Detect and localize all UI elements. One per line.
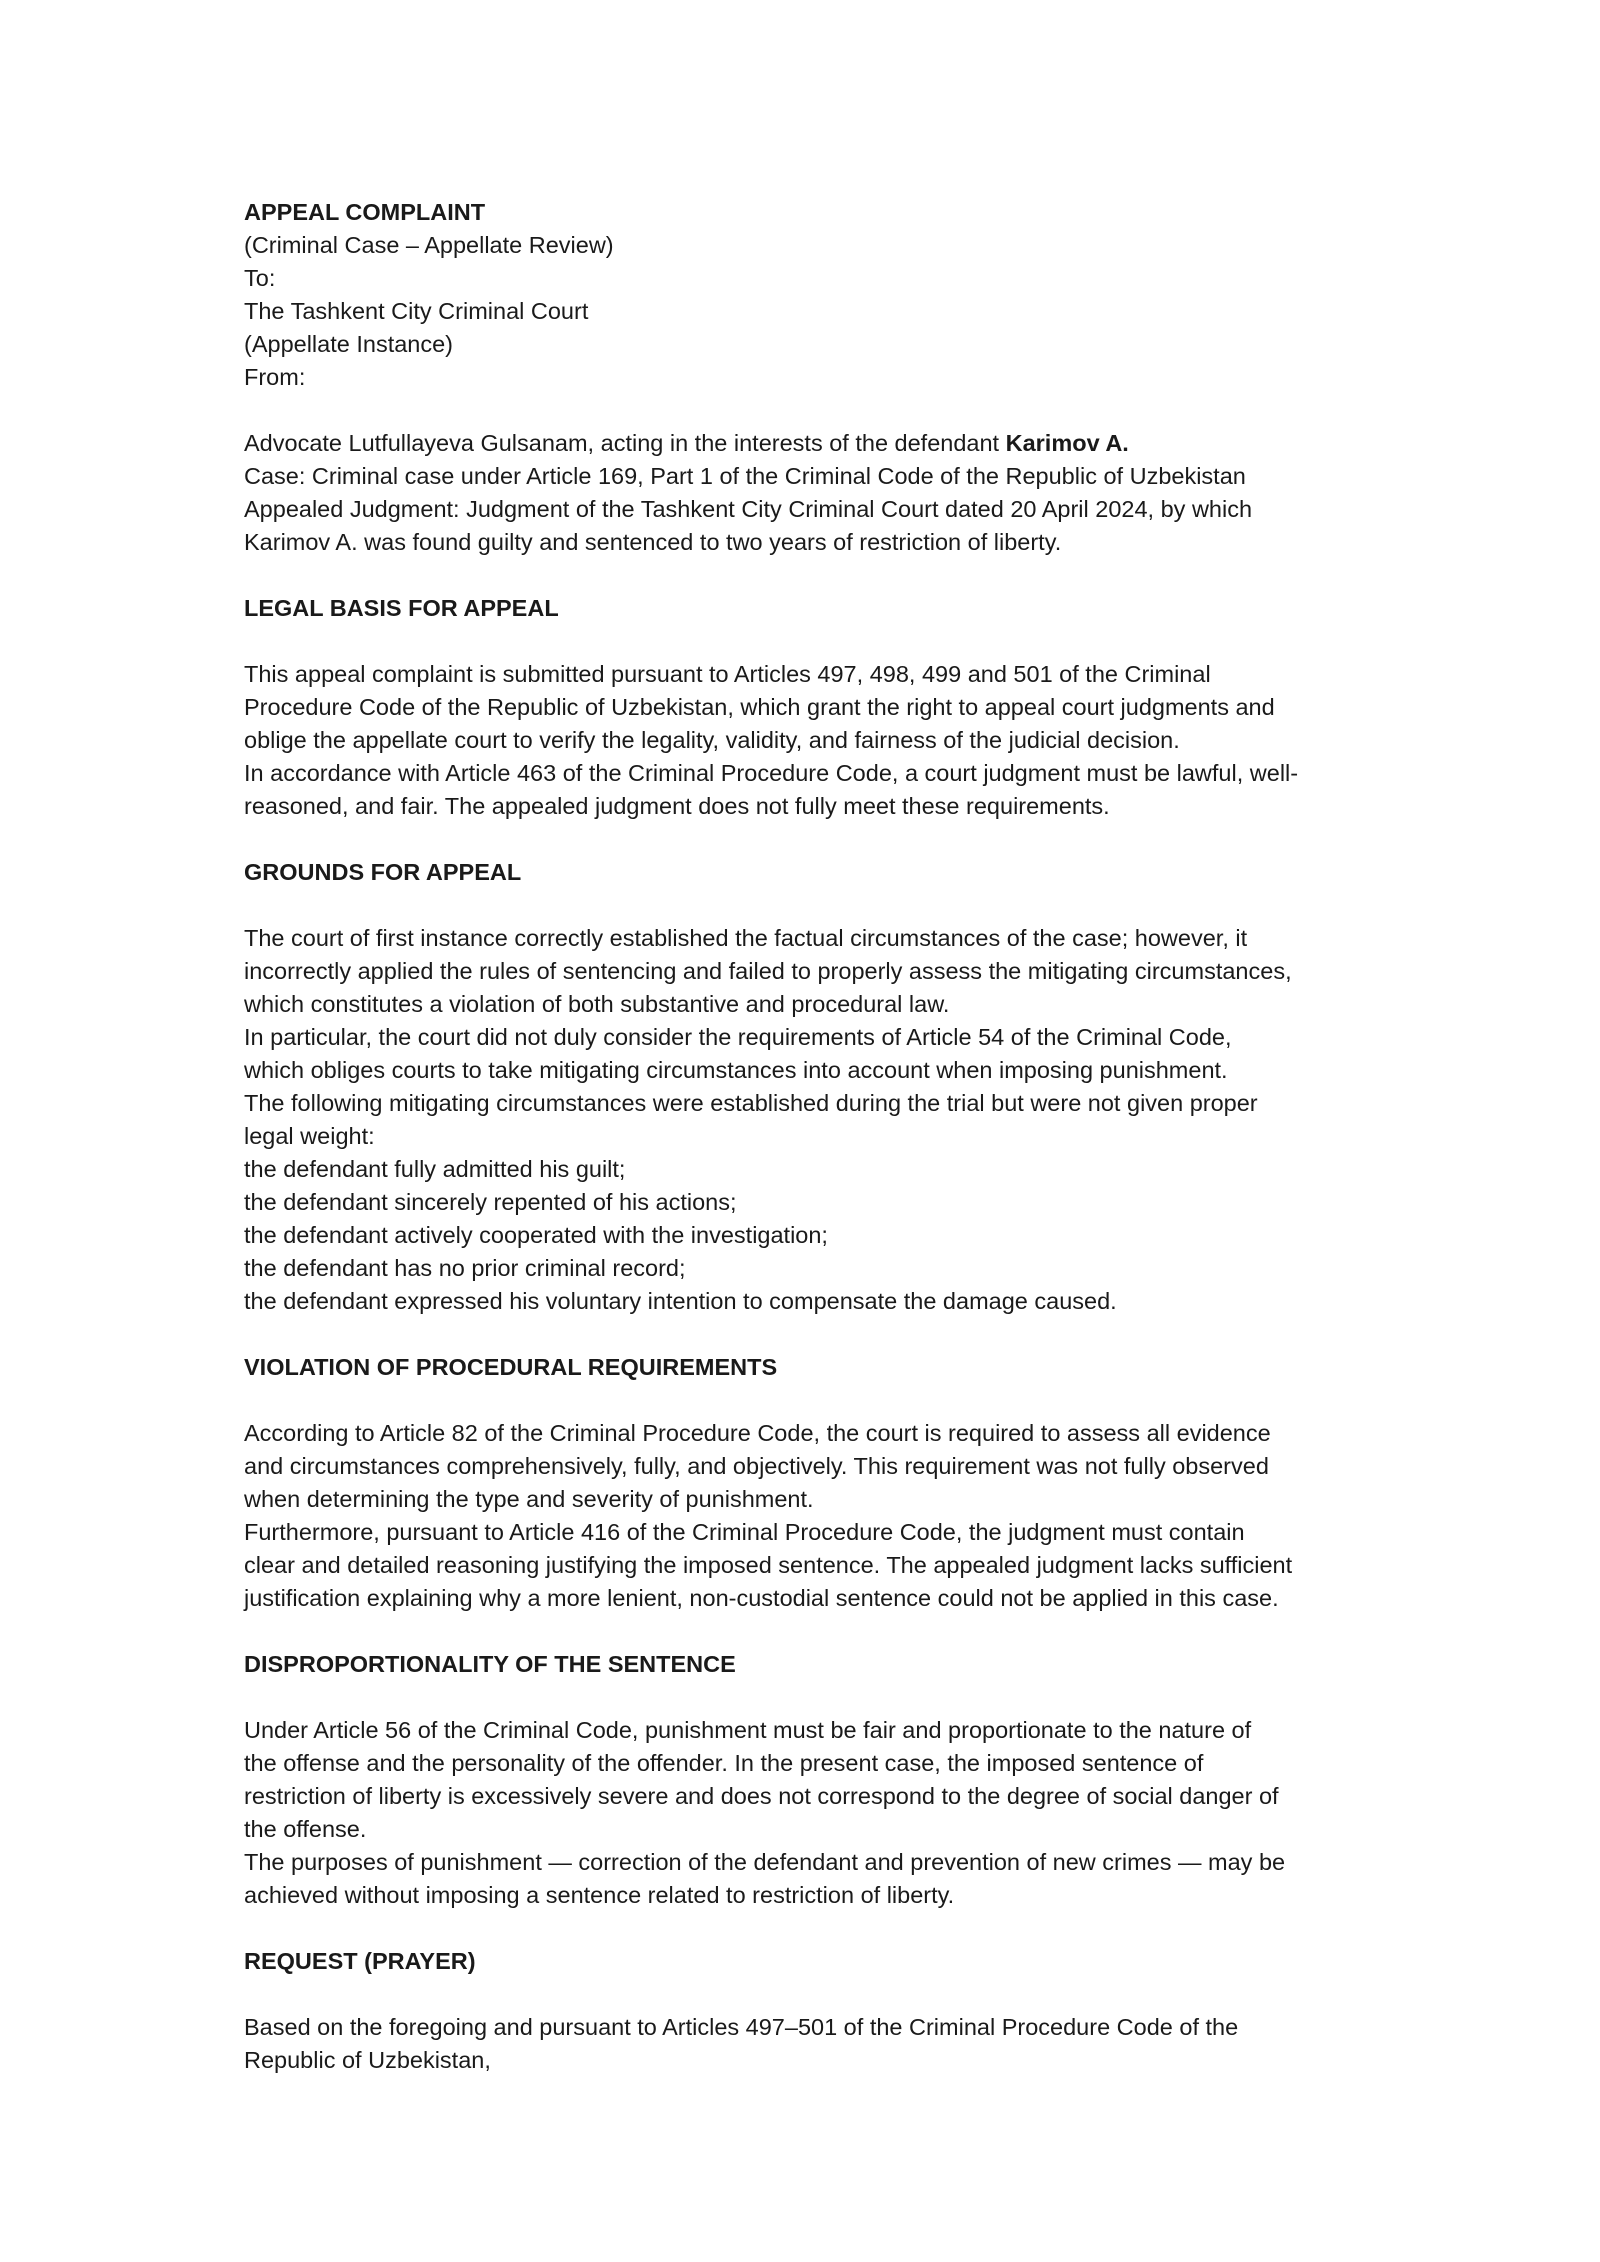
body-line: This appeal complaint is submitted pursuant to Articles 497, 498, 499 and 501 of the Criminal [244, 661, 1211, 687]
from-label: From: [244, 364, 306, 390]
spacer [244, 1681, 1374, 1714]
body-line: The purposes of punishment — correction of the defendant and prevention of new crimes — may be [244, 1849, 1286, 1875]
judgment-line: Appealed Judgment: Judgment of the Tashkent City Criminal Court dated 20 April 2024, by which [244, 496, 1253, 522]
advocate-text: Advocate Lutfullayeva Gulsanam, acting in the interests of the defendant [244, 430, 1006, 456]
document-page [244, 196, 1374, 2077]
court-name: The Tashkent City Criminal Court [244, 298, 589, 324]
section-body-procedural [244, 1417, 1374, 1615]
spacer [244, 394, 1374, 427]
body-line: and circumstances comprehensively, fully, and objectively. This requirement was not fully observed [244, 1453, 1269, 1479]
body-line: oblige the appellate court to verify the legality, validity, and fairness of the judicial decision. [244, 727, 1180, 753]
body-line: the offense. [244, 1816, 367, 1842]
body-line: clear and detailed reasoning justifying the imposed sentence. The appealed judgment lacks sufficient [244, 1552, 1293, 1578]
section-heading-legal-basis: LEGAL BASIS FOR APPEAL [244, 595, 559, 621]
spacer [244, 1318, 1374, 1351]
spacer [244, 1615, 1374, 1648]
spacer [244, 625, 1374, 658]
spacer [244, 1384, 1374, 1417]
body-line: the offense and the personality of the offender. In the present case, the imposed sentence of [244, 1750, 1204, 1776]
mitigating-item: the defendant expressed his voluntary intention to compensate the damage caused. [244, 1288, 1117, 1314]
body-line: According to Article 82 of the Criminal Procedure Code, the court is required to assess all evidence [244, 1420, 1271, 1446]
spacer [244, 889, 1374, 922]
spacer [244, 823, 1374, 856]
body-line: which constitutes a violation of both substantive and procedural law. [244, 991, 950, 1017]
section-body-grounds [244, 922, 1374, 1318]
body-line: The court of first instance correctly established the factual circumstances of the case; however, it [244, 925, 1248, 951]
body-line: achieved without imposing a sentence related to restriction of liberty. [244, 1882, 955, 1908]
judgment-line: Karimov A. was found guilty and sentenced to two years of restriction of liberty. [244, 529, 1062, 555]
section-body-legal-basis [244, 658, 1374, 823]
body-line: incorrectly applied the rules of sentencing and failed to properly assess the mitigating circumstances, [244, 958, 1292, 984]
body-line: Procedure Code of the Republic of Uzbekistan, which grant the right to appeal court judgments and [244, 694, 1275, 720]
section-body-disproportionality [244, 1714, 1374, 1912]
mitigating-item: the defendant has no prior criminal record; [244, 1255, 686, 1281]
section-heading-request: REQUEST (PRAYER) [244, 1948, 476, 1974]
body-line: restriction of liberty is excessively severe and does not correspond to the degree of social danger of [244, 1783, 1279, 1809]
mitigating-item: the defendant fully admitted his guilt; [244, 1156, 626, 1182]
section-body-request [244, 2011, 1374, 2077]
body-line: justification explaining why a more lenient, non-custodial sentence could not be applied in this case. [244, 1585, 1279, 1611]
court-instance: (Appellate Instance) [244, 331, 454, 357]
section-heading-grounds: GROUNDS FOR APPEAL [244, 859, 522, 885]
document-header [244, 196, 1374, 394]
section-heading-disproportionality: DISPROPORTIONALITY OF THE SENTENCE [244, 1651, 736, 1677]
body-line: reasoned, and fair. The appealed judgment does not fully meet these requirements. [244, 793, 1110, 819]
to-label: To: [244, 265, 276, 291]
body-line: Republic of Uzbekistan, [244, 2047, 491, 2073]
body-line: In accordance with Article 463 of the Criminal Procedure Code, a court judgment must be lawful, well- [244, 760, 1299, 786]
section-heading-procedural: VIOLATION OF PROCEDURAL REQUIREMENTS [244, 1354, 778, 1380]
spacer [244, 1912, 1374, 1945]
body-line: The following mitigating circumstances were established during the trial but were not given proper [244, 1090, 1258, 1116]
spacer [244, 1978, 1374, 2011]
mitigating-item: the defendant actively cooperated with the investigation; [244, 1222, 828, 1248]
body-line: In particular, the court did not duly consider the requirements of Article 54 of the Criminal Code, [244, 1024, 1232, 1050]
advocate-line [244, 427, 1374, 460]
body-line: when determining the type and severity of punishment. [244, 1486, 814, 1512]
document-subtitle: (Criminal Case – Appellate Review) [244, 232, 614, 258]
spacer [244, 559, 1374, 592]
body-line: Based on the foregoing and pursuant to Articles 497–501 of the Criminal Procedure Code of the [244, 2014, 1239, 2040]
mitigating-item: the defendant sincerely repented of his actions; [244, 1189, 737, 1215]
parties-block [244, 427, 1374, 559]
defendant-name: Karimov A. [1005, 430, 1129, 456]
body-line: legal weight: [244, 1123, 375, 1149]
document-title: APPEAL COMPLAINT [244, 199, 486, 225]
body-line: Furthermore, pursuant to Article 416 of the Criminal Procedure Code, the judgment must contain [244, 1519, 1245, 1545]
body-line: Under Article 56 of the Criminal Code, punishment must be fair and proportionate to the nature of [244, 1717, 1252, 1743]
body-line: which obliges courts to take mitigating circumstances into account when imposing punishment. [244, 1057, 1228, 1083]
case-line: Case: Criminal case under Article 169, Part 1 of the Criminal Code of the Republic of Uzbekistan [244, 463, 1246, 489]
